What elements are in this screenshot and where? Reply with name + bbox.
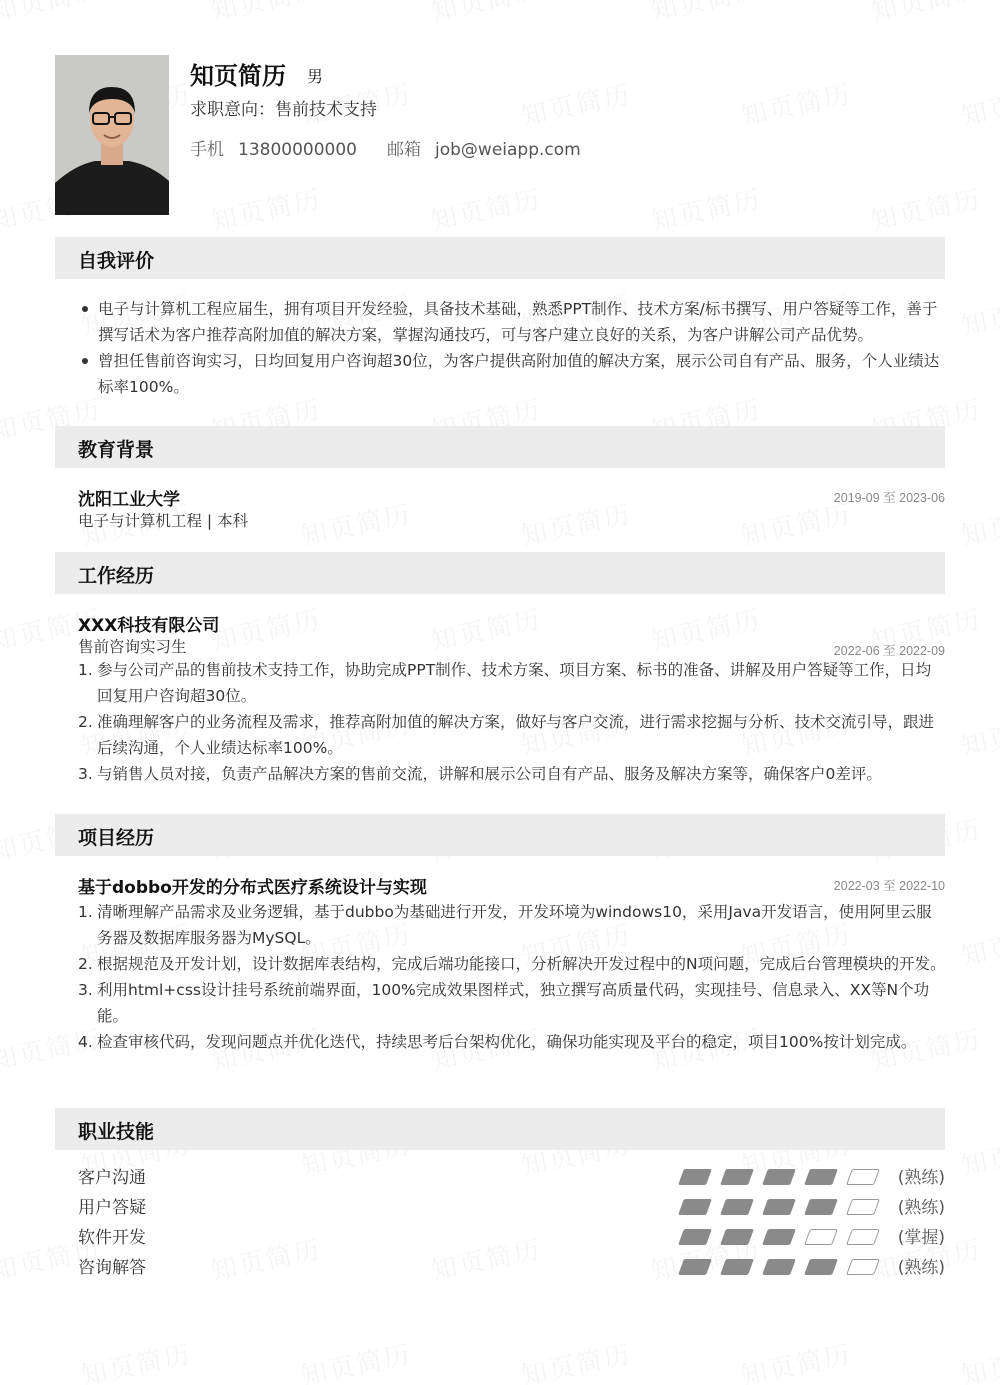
skill-rating-bars [681,1169,881,1187]
list-item: 2. 根据规范及开发计划，设计数据库表结构，完成后端功能接口，分析解决开发过程中的N项问题，完成后台管理模块的开发。 [78,955,946,973]
rating-bar-empty [846,1259,880,1275]
list-item: 电子与计算机工程应届生，拥有项目开发经验，具备技术基础，熟悉PPT制作、技术方案/标书撰写、用户答疑等工作，善于撰写话术为客户推荐高附加值的解决方案，掌握沟通技巧，可与客户建立良好的关系，为客户讲解公司产品优势。 [78,296,944,348]
rating-bar-filled [720,1169,754,1185]
list-item: 4. 检查审核代码，发现问题点并优化迭代，持续思考后台架构优化，确保功能实现及平台的稳定，项目100%按计划完成。 [78,1033,917,1051]
email-label: 邮箱 [387,140,421,160]
work-duties-list [78,657,946,787]
candidate-gender: 男 [307,67,324,86]
project-tasks-list [78,899,946,1055]
section-title: 自我评价 [78,250,155,272]
rating-bar-filled [804,1199,838,1215]
skill-rating-bars [681,1199,881,1217]
list-item: 3. 利用html+css设计挂号系统前端界面，100%完成效果图样式，独立撰写高质量代码，实现挂号、信息录入、XX等N个功能。 [78,981,930,1025]
rating-bar-filled [720,1199,754,1215]
rating-bar-empty [804,1229,838,1245]
list-item: 曾担任售前咨询实习，日均回复用户咨询超30位，为客户提供高附加值的解决方案，展示公司自有产品、服务，个人业绩达标率100%。 [78,348,944,400]
skill-row [78,1253,945,1279]
section-self-eval [55,237,945,279]
project-date: 2022-03 至 2022-10 [833,879,945,893]
section-title: 工作经历 [78,565,155,587]
skill-level-label: (熟练) [897,1258,945,1278]
list-item: 2. 准确理解客户的业务流程及需求，推荐高附加值的解决方案，做好与客户交流，进行需求挖掘与分析、技术交流引导，跟进后续沟通，个人业绩达标率100%。 [78,713,935,757]
rating-bar-filled [762,1199,796,1215]
section-education [55,426,945,468]
company-name: XXX科技有限公司 [78,616,220,636]
rating-bar-empty [846,1199,880,1215]
skill-name: 客户沟通 [78,1168,146,1188]
education-date: 2019-09 至 2023-06 [833,491,945,505]
candidate-name: 知页简历 [190,62,286,90]
rating-bar-filled [762,1169,796,1185]
rating-bar-filled [720,1259,754,1275]
section-title: 教育背景 [78,439,155,461]
skill-level-label: (熟练) [897,1168,945,1188]
school-name: 沈阳工业大学 [78,490,180,510]
phone-number: 13800000000 [238,140,357,160]
work-date: 2022-06 至 2022-09 [833,644,945,658]
rating-bar-filled [762,1229,796,1245]
section-work [55,552,945,594]
job-intent: 求职意向：售前技术支持 [190,100,377,120]
skill-row [78,1223,945,1249]
section-title: 职业技能 [78,1121,155,1143]
rating-bar-filled [678,1259,712,1275]
list-item: 1. 清晰理解产品需求及业务逻辑，基于dubbo为基础进行开发，开发环境为windows10，采用Java开发语言，使用阿里云服务器及数据库服务器为MySQL。 [78,903,932,947]
self-eval-list [78,296,944,400]
education-major: 电子与计算机工程 | 本科 [78,512,249,530]
section-project [55,814,945,856]
skill-level-label: (熟练) [897,1198,945,1218]
rating-bar-empty [846,1229,880,1245]
rating-bar-filled [720,1229,754,1245]
work-role: 售前咨询实习生 [78,638,187,656]
skill-name: 用户答疑 [78,1198,146,1218]
skill-row [78,1193,945,1219]
email-contact [387,135,581,160]
rating-bar-filled [678,1199,712,1215]
list-item: 1. 参与公司产品的售前技术支持工作，协助完成PPT制作、技术方案、项目方案、标书的准备、讲解及用户答疑等工作，日均回复用户咨询超30位。 [78,661,932,705]
rating-bar-filled [678,1229,712,1245]
skill-level-label: (掌握) [897,1228,945,1248]
skill-rating-bars [681,1229,881,1247]
skill-name: 软件开发 [78,1228,146,1248]
section-skills [55,1108,945,1150]
phone-contact [190,135,357,160]
phone-label: 手机 [190,140,224,160]
skill-rating-bars [681,1259,881,1277]
project-name: 基于dobbo开发的分布式医疗系统设计与实现 [78,878,427,898]
skill-row [78,1163,945,1189]
list-item: 3. 与销售人员对接，负责产品解决方案的售前交流，讲解和展示公司自有产品、服务及解决方案等，确保客户0差评。 [78,765,882,783]
rating-bar-filled [804,1259,838,1275]
rating-bar-filled [762,1259,796,1275]
rating-bar-filled [804,1169,838,1185]
section-title: 项目经历 [78,827,155,849]
email-address: job@weiapp.com [435,140,581,160]
profile-photo [55,55,169,215]
skill-name: 咨询解答 [78,1258,146,1278]
rating-bar-empty [846,1169,880,1185]
rating-bar-filled [678,1169,712,1185]
